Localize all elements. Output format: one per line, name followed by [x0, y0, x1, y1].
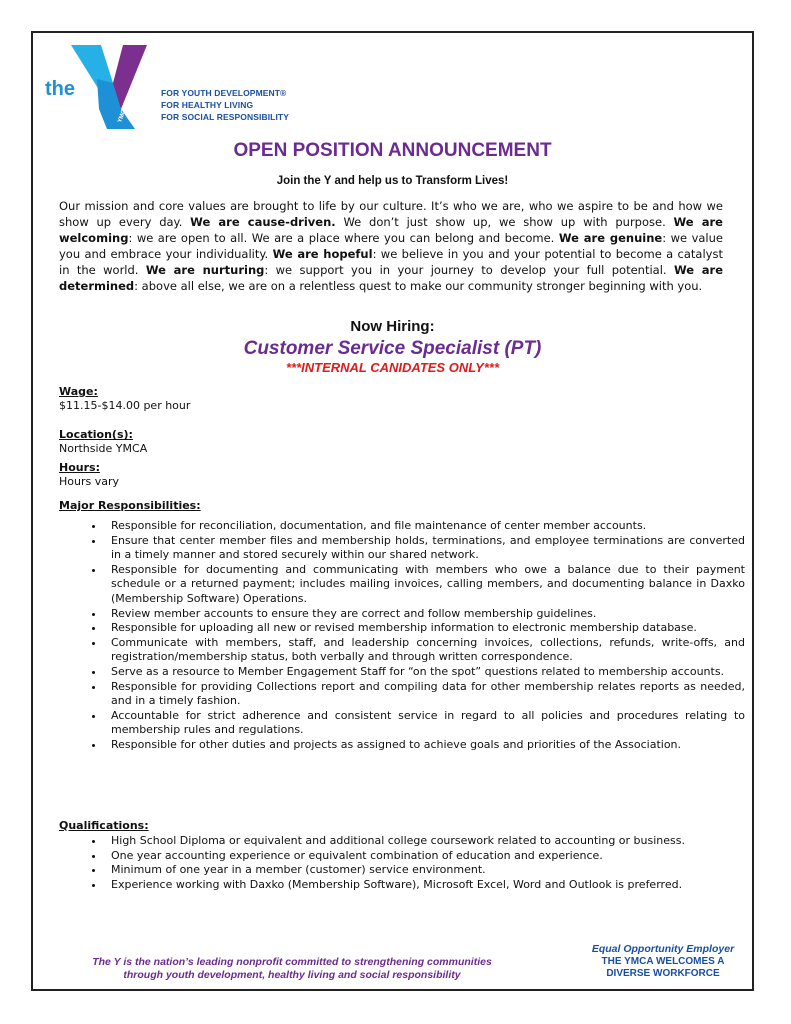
mission-value-bold: We are hopeful	[272, 247, 373, 261]
mission-text: : above all else, we are on a relentless quest to make our community stronger beginning with you.	[134, 279, 703, 293]
footer-line: The Y is the nation’s leading nonprofit committed to strengthening communities	[92, 956, 492, 968]
mission-text: : we believe in you and your potential to become a catalyst in the world.	[59, 247, 723, 277]
location-value: Northside YMCA	[59, 442, 148, 455]
list-item: • Responsible for uploading all new or revised membership information to electronic membership database.	[105, 621, 745, 636]
list-item: • Review member accounts to ensure they are correct and follow membership guidelines.	[105, 607, 745, 622]
footer-line: through youth development, healthy living and social responsibility	[123, 969, 461, 981]
list-item: • Responsible for other duties and projects as assigned to achieve goals and priorities of the Association.	[105, 738, 745, 753]
footer-eoe	[573, 943, 753, 981]
page-subtitle: Join the Y and help us to Transform Lives!	[276, 175, 509, 187]
list-item: • Responsible for documenting and communicating with members who owe a balance due to their payment schedule or a returned payment; includes mailing invoices, calling members, and documenting balance in Daxko (Membership Software) Operations.	[105, 563, 745, 607]
list-item: • Communicate with members, staff, and leadership concerning invoices, collections, refunds, write-offs, and registration/membership status, both verbally and through written correspondence.	[105, 636, 745, 665]
page-title: OPEN POSITION ANNOUNCEMENT	[233, 140, 552, 161]
ymca-logo	[41, 39, 311, 131]
tagline-line: FOR SOCIAL RESPONSIBILITY	[161, 112, 289, 122]
hours-field	[59, 461, 119, 489]
list-item: • Minimum of one year in a member (customer) service environment.	[105, 863, 745, 878]
wage-value: $11.15-$14.00 per hour	[59, 399, 191, 412]
qualifications-list	[83, 834, 745, 892]
logo-tagline	[161, 87, 289, 123]
internal-note: ***INTERNAL CANIDATES ONLY***	[285, 360, 500, 375]
welcome-line: DIVERSE WORKFORCE	[606, 968, 720, 979]
mission-value-bold: We are cause-driven.	[190, 215, 336, 229]
hours-value: Hours vary	[59, 475, 120, 488]
logo-letters: YMCA	[117, 105, 129, 124]
list-item: • Responsible for reconciliation, documentation, and file maintenance of center member accounts.	[105, 519, 745, 534]
welcome-line: THE YMCA WELCOMES A	[601, 955, 725, 967]
mission-value-bold: We are genuine	[558, 231, 663, 245]
wage-label: Wage:	[59, 385, 98, 398]
tagline-line: FOR YOUTH DEVELOPMENT®	[161, 88, 287, 98]
mission-text: : we are open to all. We are a place where you can belong and become.	[128, 231, 559, 245]
eoe-label: Equal Opportunity Employer	[591, 943, 735, 955]
responsibilities-heading: Major Responsibilities:	[59, 499, 201, 512]
tagline-line: FOR HEALTHY LIVING	[161, 100, 254, 110]
location-field	[59, 428, 147, 456]
mission-text: Our mission and core values are brought to life by our culture. It’s who we are, who we aspire to be and how we show up every day.	[59, 199, 723, 229]
now-hiring-heading: Now Hiring:	[350, 318, 435, 335]
mission-value-bold: We are nurturing	[145, 263, 265, 277]
wage-field	[59, 385, 190, 413]
mission-text: : we value you and embrace your individuality.	[59, 231, 723, 261]
list-item: • Experience working with Daxko (Membership Software), Microsoft Excel, Word and Outlook is preferred.	[105, 878, 745, 893]
qualifications-heading: Qualifications:	[59, 819, 149, 832]
footer-statement	[57, 956, 527, 982]
location-label: Location(s):	[59, 428, 133, 441]
announcement-page	[31, 31, 754, 991]
list-item: • Accountable for strict adherence and consistent service in regard to all policies and procedures relating to membership rules and regulations.	[105, 709, 745, 738]
mission-text: We don’t just show up, we show up with purpose.	[335, 215, 674, 229]
responsibilities-list	[83, 519, 745, 753]
mission-value-bold: We are determined	[59, 263, 723, 293]
mission-paragraph	[59, 198, 723, 294]
list-item: • Ensure that center member files and membership holds, terminations, and employee terminations are converted in a timely manner and stored securely within our shared network.	[105, 534, 745, 563]
list-item: • One year accounting experience or equivalent combination of education and experience.	[105, 849, 745, 864]
list-item: • High School Diploma or equivalent and additional college coursework related to accounting or business.	[105, 834, 745, 849]
hours-label: Hours:	[59, 461, 100, 474]
mission-value-bold: We are welcoming	[59, 215, 723, 245]
position-title: Customer Service Specialist (PT)	[243, 338, 542, 359]
mission-text: : we support you in your journey to develop your full potential.	[264, 263, 674, 277]
list-item: • Serve as a resource to Member Engagement Staff for “on the spot” questions related to membership accounts.	[105, 665, 745, 680]
logo-word: the	[45, 78, 75, 100]
list-item: • Responsible for providing Collections report and compiling data for other membership relates reports as needed, and in a timely fashion.	[105, 680, 745, 709]
